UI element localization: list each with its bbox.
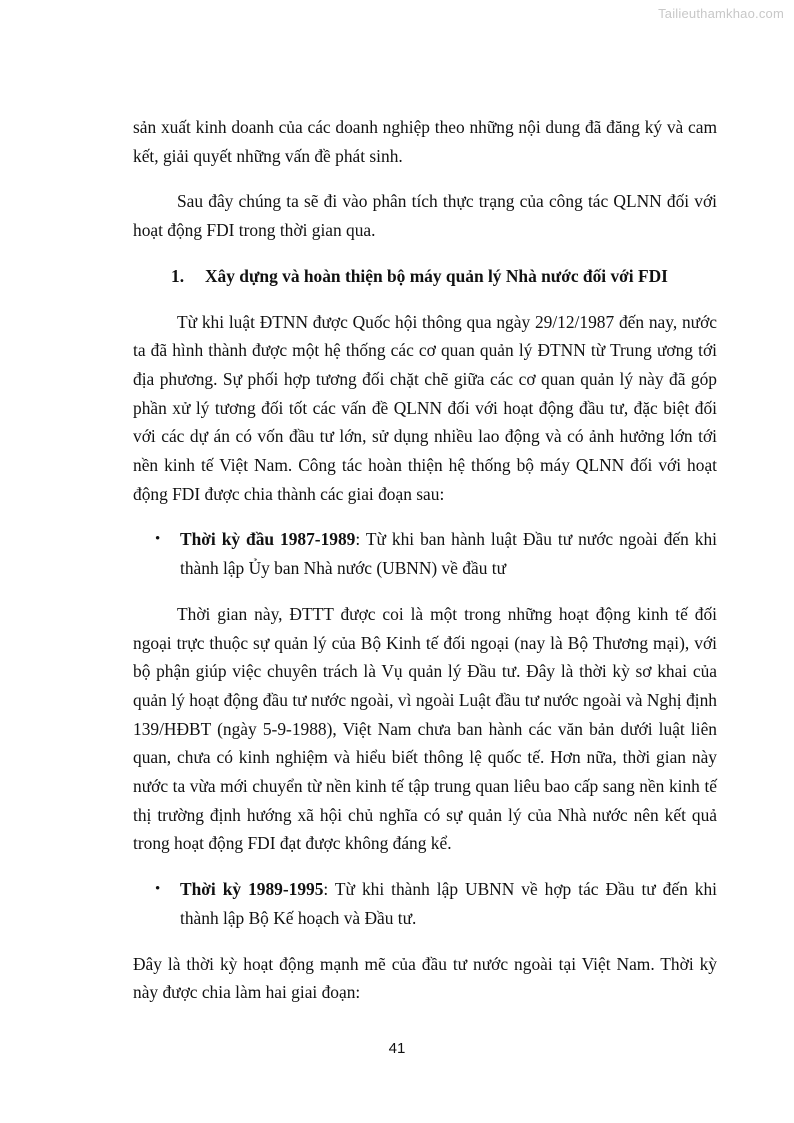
bullet-icon: • (155, 531, 161, 548)
section-heading (133, 262, 717, 291)
section-title: Xây dựng và hoàn thiện bộ máy quản lý Nhà nước đối với FDI (205, 265, 668, 286)
bullet-item-period-1 (133, 525, 717, 582)
paragraph-continuation: sản xuất kinh doanh của các doanh nghiệp theo những nội dung đã đăng ký và cam kết, giải quyết những vấn đề phát sinh. (133, 117, 717, 166)
paragraph-period-2: Đây là thời kỳ hoạt động mạnh mẽ của đầu tư nước ngoài tại Việt Nam. Thời kỳ này được chia làm hai giai đoạn: (133, 953, 717, 1003)
section-number: 1. (171, 265, 185, 286)
bullet-title: Thời kỳ 1989-1995 (180, 879, 324, 900)
page-number: 41 (388, 1040, 406, 1057)
bullet-title: Thời kỳ đầu 1987-1989 (180, 529, 356, 550)
watermark: Tailieuthamkhao.com (658, 6, 784, 21)
bullet-text: : Từ khi ban hành luật Đầu tư nước ngoài đến khi thành lập Ủy ban Nhà nước (UBNN) về đầu tư (180, 529, 717, 579)
bullet-text: : Từ khi thành lập UBNN về hợp tác Đầu tư đến khi thành lập Bộ Kế hoạch và Đầu tư. (180, 879, 717, 928)
paragraph-overview: Từ khi luật ĐTNN được Quốc hội thông qua ngày 29/12/1987 đến nay, nước ta đã hình thành được một hệ thống các cơ quan quản lý ĐTNN từ Trung ương tới địa phương. Sự phối hợp tương đối chặt chẽ giữa các cơ quan quản lý này đã góp phần xử lý tương đối tốt các vấn đề QLNN đối với hoạt động đầu tư, đặc biệt đối với các dự án có vốn đầu tư lớn, sử dụng nhiều lao động và có ảnh hưởng lớn tới nền kinh tế Việt Nam. Công tác hoàn thiện hệ thống bộ máy QLNN đối với hoạt động FDI được chia thành các giai đoạn sau: (133, 311, 717, 504)
bullet-item-period-2 (133, 875, 717, 932)
paragraph-intro: Sau đây chúng ta sẽ đi vào phân tích thực trạng của công tác QLNN đối với hoạt động FDI trong thời gian qua. (133, 191, 717, 241)
paragraph-period-1: Thời gian này, ĐTTT được coi là một trong những hoạt động kinh tế đối ngoại trực thuộc sự quản lý của Bộ Kinh tế đối ngoại (nay là Bộ Thương mại), với bộ phận giúp việc chuyên trách là Vụ quản lý Đầu tư. Đây là thời kỳ sơ khai của quản lý hoạt động đầu tư nước ngoài, vì ngoài Luật đầu tư nước ngoài và Nghị định 139/HĐBT (ngày 5-9-1988), Việt Nam chưa ban hành các văn bản dưới luật liên quan, chưa có kinh nghiệm và hiểu biết thông lệ quốc tế. Hơn nữa, thời gian này nước ta vừa mới chuyển từ nền kinh tế tập trung quan liêu bao cấp sang nền kinh tế thị trường định hướng xã hội chủ nghĩa có sự quản lý của Nhà nước nên kết quả trong hoạt động FDI đạt được không đáng kể. (133, 603, 717, 854)
document-page (133, 113, 717, 1007)
bullet-icon: • (155, 881, 161, 898)
